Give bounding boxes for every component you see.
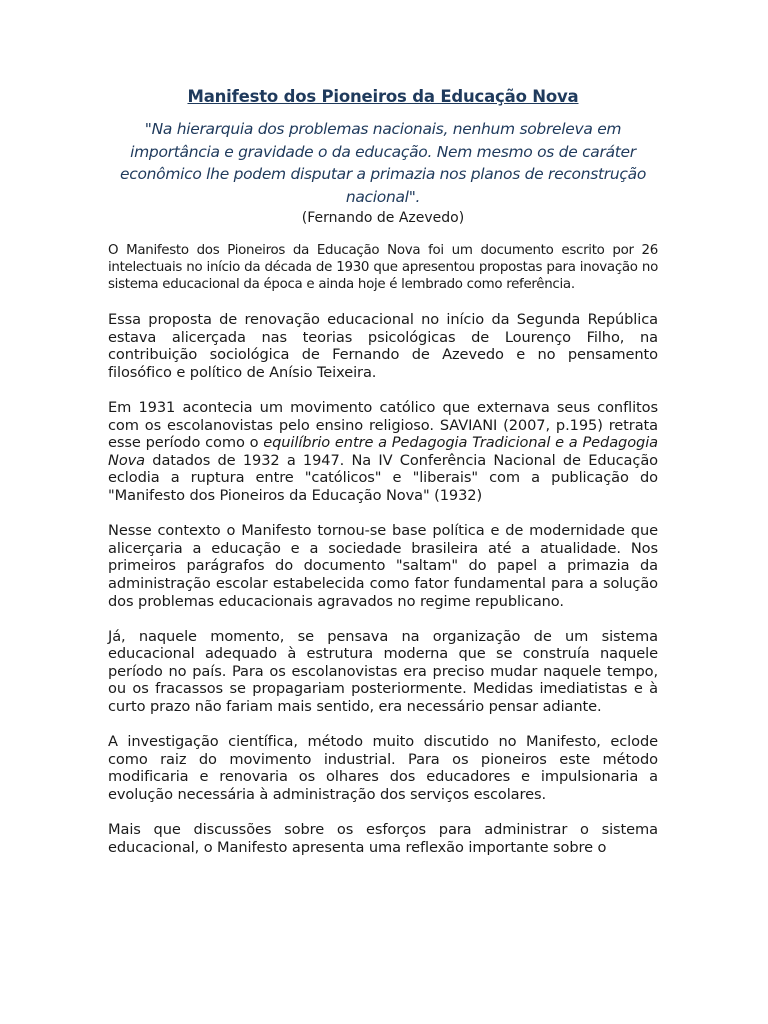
epigraph-author: (Fernando de Azevedo) (301, 210, 465, 226)
paragraph-6: A investigação científica, método muito discutido no Manifesto, eclode como raiz do movimento industrial. Para os pioneiros este método modificaria e renovaria os olhares dos educadores e impulsionaria a evolução necessária à administração dos serviços escolares. (108, 733, 658, 804)
paragraph-4: Nesse contexto o Manifesto tornou-se base política e de modernidade que alicerçaria a educação e a sociedade brasileira até a atualidade. Nos primeiros parágrafos do documento "saltam" do papel a primazia da administração escolar estabelecida como fator fundamental para a solução dos problemas educacionais agravados no regime republicano. (108, 522, 658, 610)
paragraph-7: Mais que discussões sobre os esforços para administrar o sistema educacional, o Manifesto apresenta uma reflexão importante sobre o (108, 821, 658, 856)
document-page (108, 86, 658, 874)
paragraph-1: O Manifesto dos Pioneiros da Educação Nova foi um documento escrito por 26 intelectuais no início da década de 1930 que apresentou propostas para inovação no sistema educacional da época e ainda hoje é lembrado como referência. (108, 243, 658, 292)
paragraph-3 (108, 399, 658, 505)
document-title: Manifesto dos Pioneiros da Educação Nova (187, 87, 579, 106)
paragraph-3-italic-phrase: equilíbrio entre a Pedagogia Tradicional e a Pedagogia Nova (108, 434, 658, 469)
paragraph-5: Já, naquele momento, se pensava na organização de um sistema educacional adequado à estrutura moderna que se construía naquele período no país. Para os escolanovistas era preciso mudar naquele tempo, ou os fracassos se propagariam posteriormente. Medidas imediatistas e à curto prazo não fariam mais sentido, era necessário pensar adiante. (108, 627, 658, 716)
paragraph-2: Essa proposta de renovação educacional no início da Segunda República estava alicerçada nas teorias psicológicas de Lourenço Filho, na contribuição sociológica de Fernando de Azevedo e no pensamento filosófico e político de Anísio Teixeira. (108, 311, 658, 381)
paragraph-3-text-end: datados de 1932 a 1947. Na IV Conferência Nacional de Educação eclodia a ruptura entre "católicos" e "liberais" com a publicação do "Manifesto dos Pioneiros da Educação Nova" (1932) (108, 451, 658, 504)
paragraph-3-text-start: Em 1931 acontecia um movimento católico que externava seus conflitos com os escolanovistas pelo ensino religioso. SAVIANI (2007, p.195) retrata esse período como o (108, 398, 658, 452)
epigraph-quote: "Na hierarquia dos problemas nacionais, nenhum sobreleva em importância e gravidade o da educação. Nem mesmo os de caráter econômico lhe podem disputar a primazia nos planos de reconstrução nacional". (119, 120, 647, 206)
